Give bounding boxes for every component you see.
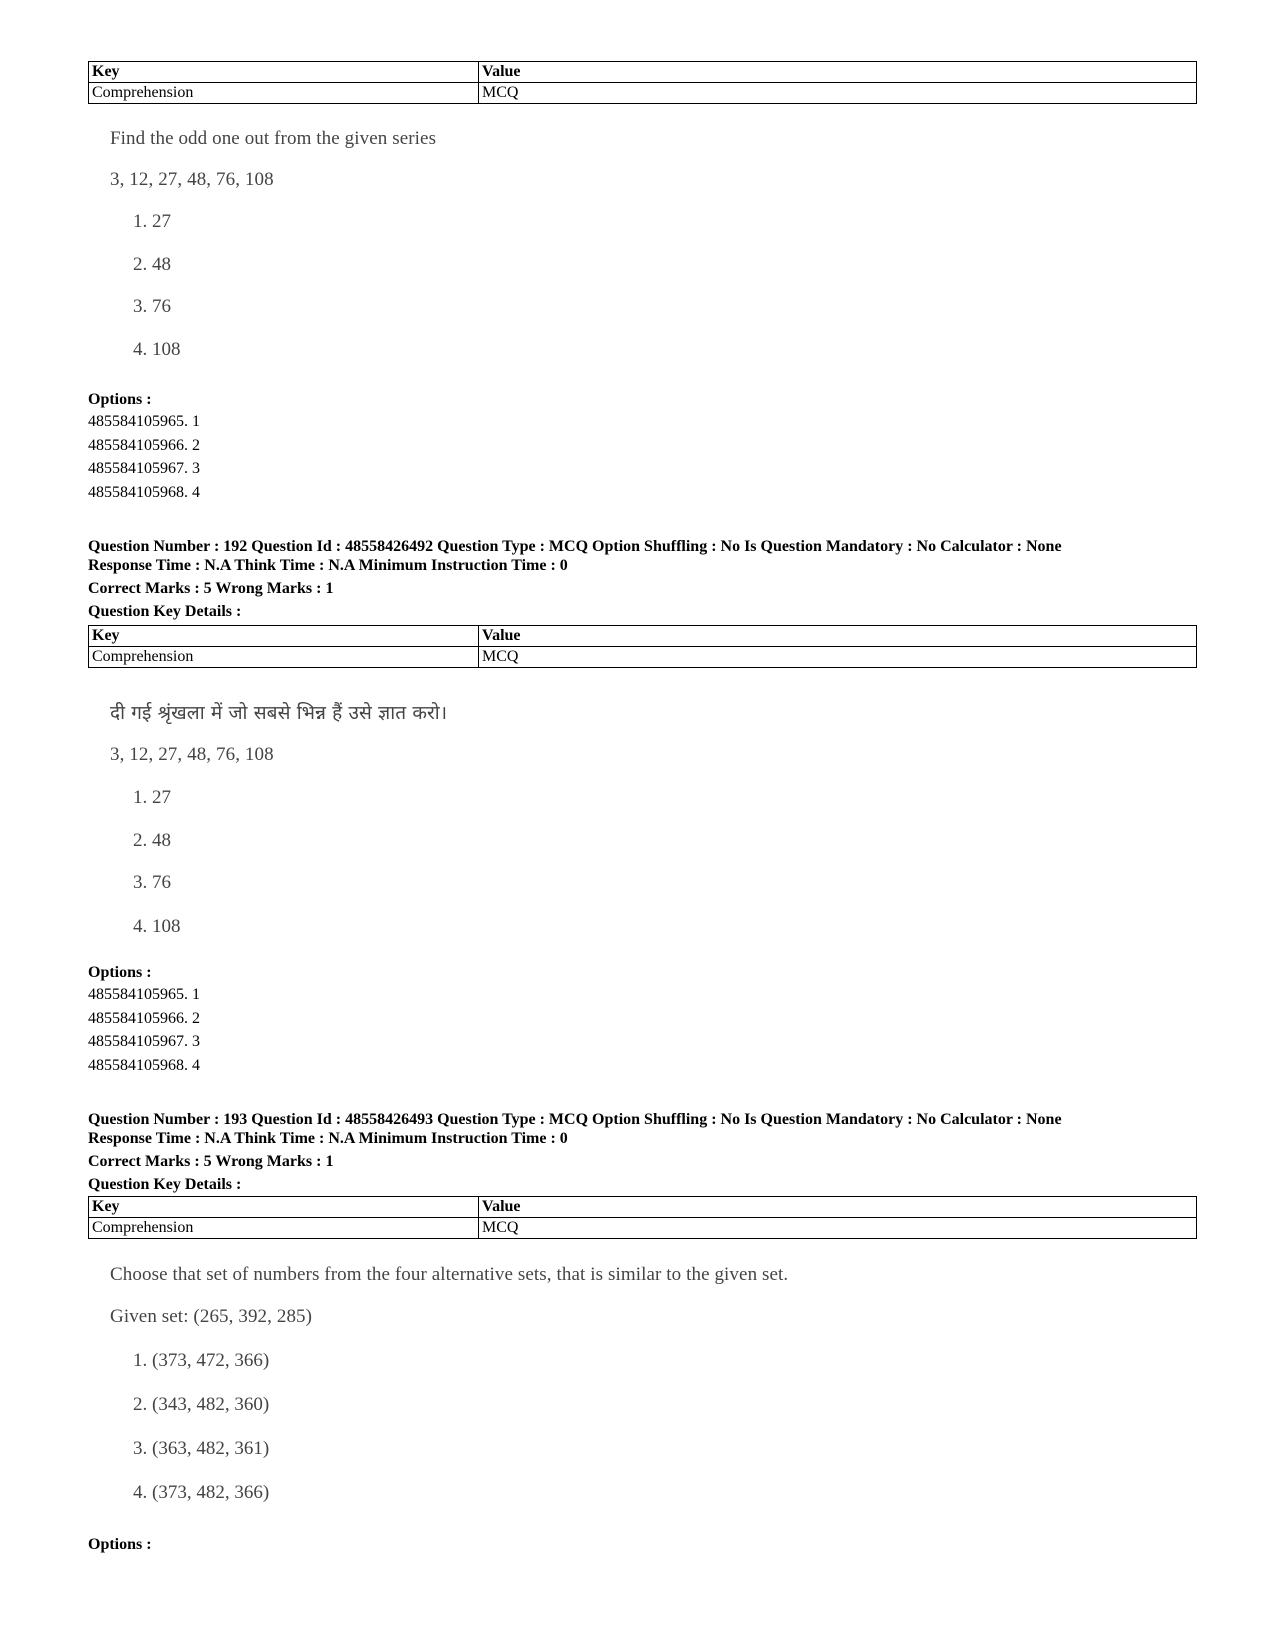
key-details-label: Question Key Details :: [88, 603, 242, 620]
choice-4-q192: 4. 108: [133, 916, 181, 937]
choice-2-q192: 2. 48: [133, 830, 171, 851]
table-header-value: Value: [479, 626, 1197, 647]
marks-line: Correct Marks : 5 Wrong Marks : 1: [88, 580, 334, 597]
table-header-key: Key: [89, 1197, 479, 1218]
table-cell-value: MCQ: [479, 1218, 1197, 1239]
meta-line-1: Question Number : 193 Question Id : 48558426493 Question Type : MCQ Option Shuffling : No Is Question Mandatory : No Calculator : None: [88, 1111, 1062, 1128]
options-block-q193: [88, 1534, 152, 1555]
series-q192: 3, 12, 27, 48, 76, 108: [110, 744, 274, 765]
question-meta-q192: [88, 537, 1062, 621]
question-meta-q193: [88, 1110, 1062, 1194]
table-cell-key: Comprehension: [89, 83, 479, 104]
key-value-table-q193: [88, 1196, 1197, 1239]
options-heading: Options :: [88, 964, 152, 981]
option-id-3: 485584105967. 3: [88, 460, 200, 477]
option-id-2: 485584105966. 2: [88, 436, 200, 454]
table-header-key: Key: [89, 626, 479, 647]
options-heading: Options :: [88, 1536, 152, 1553]
meta-line-2: Response Time : N.A Think Time : N.A Minimum Instruction Time : 0: [88, 1130, 568, 1147]
options-heading: Options :: [88, 391, 152, 408]
options-block-q191: [88, 389, 200, 504]
choice-2-q193: 2. (343, 482, 360): [133, 1394, 270, 1415]
choice-4-q193: 4. (373, 482, 366): [133, 1482, 270, 1503]
choice-1-q193: 1. (373, 472, 366): [133, 1350, 270, 1371]
question-text-q191: Find the odd one out from the given series: [110, 128, 437, 149]
choice-3-q191: 3. 76: [133, 296, 171, 317]
key-value-table-q192: [88, 625, 1197, 668]
series-q191: 3, 12, 27, 48, 76, 108: [110, 169, 274, 190]
table-cell-key: Comprehension: [89, 1218, 479, 1239]
question-text-q193: Choose that set of numbers from the four alternative sets, that is similar to the given set.: [110, 1264, 789, 1285]
option-id-3: 485584105967. 3: [88, 1033, 200, 1050]
choice-3-q192: 3. 76: [133, 872, 171, 893]
key-value-table-q191: [88, 61, 1197, 104]
question-text-q192: दी गई श्रृंखला में जो सबसे भिन्न हैं उसे ज्ञात करो।: [110, 702, 448, 724]
options-block-q192: [88, 962, 200, 1077]
choice-2-q191: 2. 48: [133, 254, 171, 275]
table-cell-value: MCQ: [479, 647, 1197, 668]
option-id-1: 485584105965. 1: [88, 986, 200, 1003]
table-header-value: Value: [479, 1197, 1197, 1218]
option-id-4: 485584105968. 4: [88, 483, 200, 501]
marks-line: Correct Marks : 5 Wrong Marks : 1: [88, 1153, 334, 1170]
choice-1-q192: 1. 27: [133, 787, 171, 808]
table-cell-value: MCQ: [479, 83, 1197, 104]
meta-line-2: Response Time : N.A Think Time : N.A Minimum Instruction Time : 0: [88, 557, 568, 574]
choice-1-q191: 1. 27: [133, 211, 171, 232]
key-details-label: Question Key Details :: [88, 1176, 242, 1193]
option-id-1: 485584105965. 1: [88, 413, 200, 430]
option-id-4: 485584105968. 4: [88, 1056, 200, 1074]
option-id-2: 485584105966. 2: [88, 1009, 200, 1027]
given-set-q193: Given set: (265, 392, 285): [110, 1306, 313, 1327]
choice-4-q191: 4. 108: [133, 339, 181, 360]
choice-3-q193: 3. (363, 482, 361): [133, 1438, 270, 1459]
table-header-key: Key: [89, 62, 479, 83]
meta-line-1: Question Number : 192 Question Id : 48558426492 Question Type : MCQ Option Shuffling : No Is Question Mandatory : No Calculator : None: [88, 538, 1062, 555]
table-cell-key: Comprehension: [89, 647, 479, 668]
table-header-value: Value: [479, 62, 1197, 83]
